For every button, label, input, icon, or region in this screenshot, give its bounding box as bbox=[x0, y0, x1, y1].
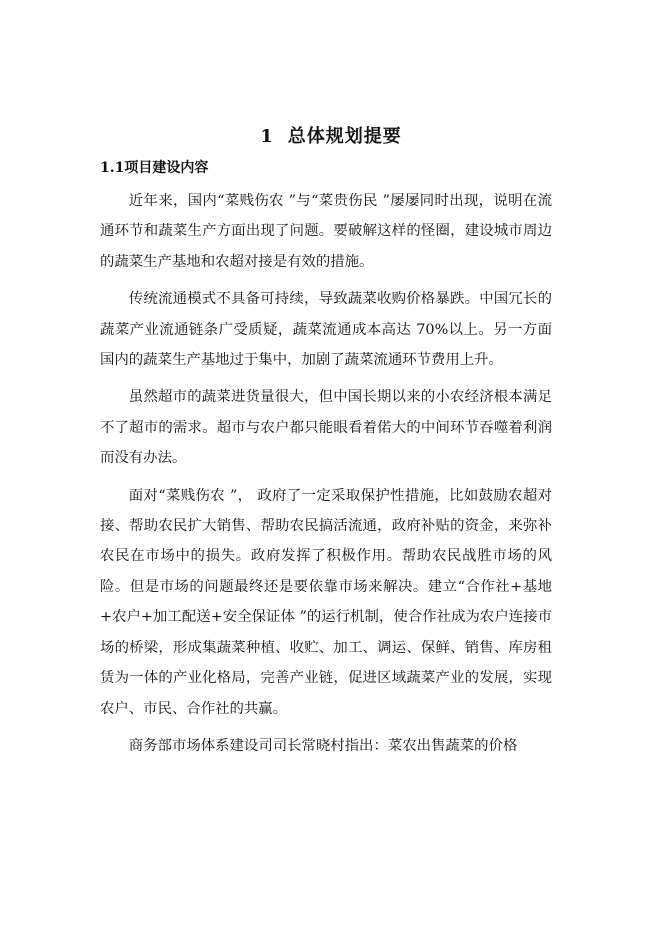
paragraph: 虽然超市的蔬菜进货量很大，但中国长期以来的小农经济根本满足不了超市的需求。超市与农户都只能眼看着偌大的中间环节吞噬着利润而没有办法。 bbox=[100, 389, 552, 467]
paragraph: 面对“菜贱伤农 ”， 政府了一定采取保护性措施，比如鼓励农超对接、帮助农民扩大销售、帮助农民搞活流通，政府补贴的资金，来弥补农民在市场中的损失。政府发挥了积极作用。帮助农民战胜市场的风险。但是市场的问题最终还是要依靠市场来解决。建立“合作社+基地+农户+加工配送+安全保证体 ”的运行机制，使合作社成为农户连接市场的桥梁，形成集蔬菜种植、收贮、加工、调运、保鲜、销售、库房租赁为一体的产业化格局，完善产业链，促进区域蔬菜产业的发展，实现农户、市民、合作社的共赢。 bbox=[100, 487, 552, 717]
chapter-title bbox=[0, 122, 662, 148]
paragraph: 近年来，国内“菜贱伤农 ”与“菜贵伤民 ”屡屡同时出现，说明在流通环节和蔬菜生产方面出现了问题。要破解这样的怪圈，建设城市周边的蔬菜生产基地和农超对接是有效的措施。 bbox=[100, 193, 552, 270]
body-text bbox=[100, 186, 552, 768]
paragraph: 传统流通模式不具备可持续，导致蔬菜收购价格暴跌。中国冗长的蔬菜产业流通链条广受质疑，蔬菜流通成本高达 70%以上。另一方面国内的蔬菜生产基地过于集中，加剧了蔬菜流通环节费用上升。 bbox=[100, 291, 552, 369]
chapter-number: 1 bbox=[260, 126, 274, 147]
paragraph: 商务部市场体系建设司司长常晓村指出：菜农出售蔬菜的价格 bbox=[128, 737, 518, 754]
chapter-title-text: 总体规划提要 bbox=[287, 126, 402, 147]
section-heading: 1.1项目建设内容 bbox=[100, 160, 209, 176]
